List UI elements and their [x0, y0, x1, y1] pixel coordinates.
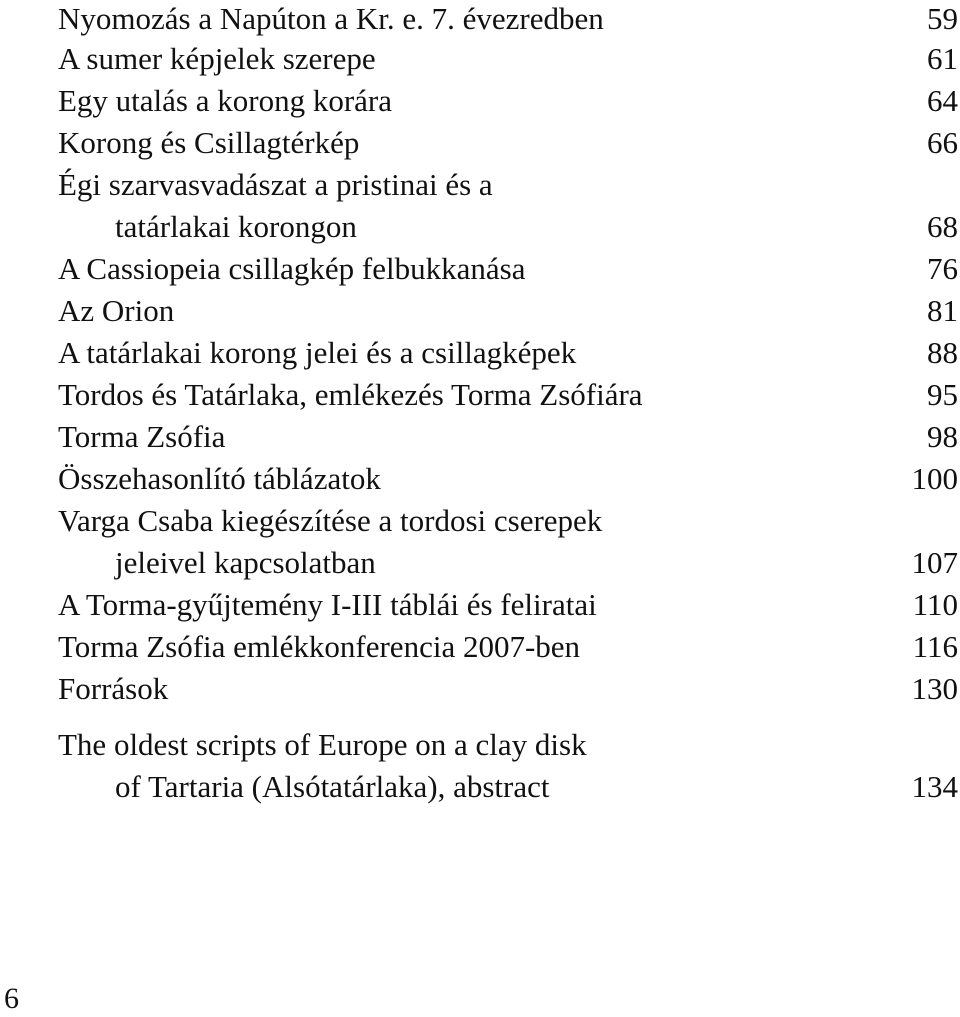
toc-entry-title: Torma Zsófia emlékkonferencia 2007-ben [58, 629, 581, 664]
toc-entry [58, 458, 960, 500]
toc-entry [58, 0, 960, 38]
toc-entry [58, 332, 960, 374]
toc-entry-title: A Cassiopeia csillagkép felbukkanása [58, 251, 526, 286]
toc-entry-title: Az Orion [58, 293, 175, 328]
toc-entry-title-continued: tatárlakai korongon [115, 209, 357, 244]
toc-entry [58, 668, 960, 710]
toc-entry-page: 134 [911, 769, 958, 804]
toc-entry-title: Nyomozás a Napúton a Kr. e. 7. évezredben [58, 1, 604, 36]
toc-entry-page: 130 [911, 671, 958, 706]
toc-entry-page: 59 [927, 1, 958, 36]
toc-entry-title: A Torma-gyűjtemény I-III táblái és feliratai [58, 587, 597, 622]
toc-entry-page: 64 [927, 83, 958, 118]
toc-entry [58, 724, 960, 808]
toc-entry [58, 416, 960, 458]
toc-entry-title: Torma Zsófia [58, 419, 226, 454]
toc-entry-page: 68 [927, 209, 958, 244]
toc-entry-page: 110 [912, 587, 958, 622]
toc-entry-page: 107 [911, 545, 958, 580]
toc-entry-title: Források [58, 671, 169, 706]
toc-entry-page: 81 [927, 293, 958, 328]
toc-entry-title: The oldest scripts of Europe on a clay disk [58, 727, 587, 762]
toc-entry [58, 248, 960, 290]
toc-entry-page: 95 [927, 377, 958, 412]
toc-entry-title: Tordos és Tatárlaka, emlékezés Torma Zsófiára [58, 377, 643, 412]
toc-entry-title: A tatárlakai korong jelei és a csillagképek [58, 335, 577, 370]
toc-entry-page: 76 [927, 251, 958, 286]
toc-entry [58, 122, 960, 164]
table-of-contents [58, 0, 960, 808]
toc-entry-page: 61 [927, 41, 958, 76]
toc-entry-title: A sumer képjelek szerepe [58, 41, 376, 76]
toc-entry-title: Korong és Csillagtérkép [58, 125, 360, 160]
toc-entry-title: Varga Csaba kiegészítése a tordosi cserepek [58, 503, 603, 538]
toc-entry [58, 374, 960, 416]
toc-entry [58, 80, 960, 122]
page-number: 6 [4, 982, 19, 1015]
toc-entry [58, 164, 960, 248]
toc-entry-title: Összehasonlító táblázatok [58, 461, 381, 496]
toc-entry-title-continued: jeleivel kapcsolatban [115, 545, 376, 580]
toc-entry-page: 100 [911, 461, 958, 496]
toc-entry [58, 290, 960, 332]
toc-entry-title: Egy utalás a korong korára [58, 83, 392, 118]
toc-entry [58, 500, 960, 584]
toc-entry-page: 98 [927, 419, 958, 454]
toc-entry-page: 88 [927, 335, 958, 370]
toc-entry [58, 626, 960, 668]
toc-entry-title-continued: of Tartaria (Alsótatárlaka), abstract [115, 769, 550, 804]
toc-entry [58, 584, 960, 626]
toc-entry-page: 66 [927, 125, 958, 160]
toc-entry-title: Égi szarvasvadászat a pristinai és a [58, 167, 493, 202]
toc-entry [58, 38, 960, 80]
toc-entry-page: 116 [912, 629, 958, 664]
